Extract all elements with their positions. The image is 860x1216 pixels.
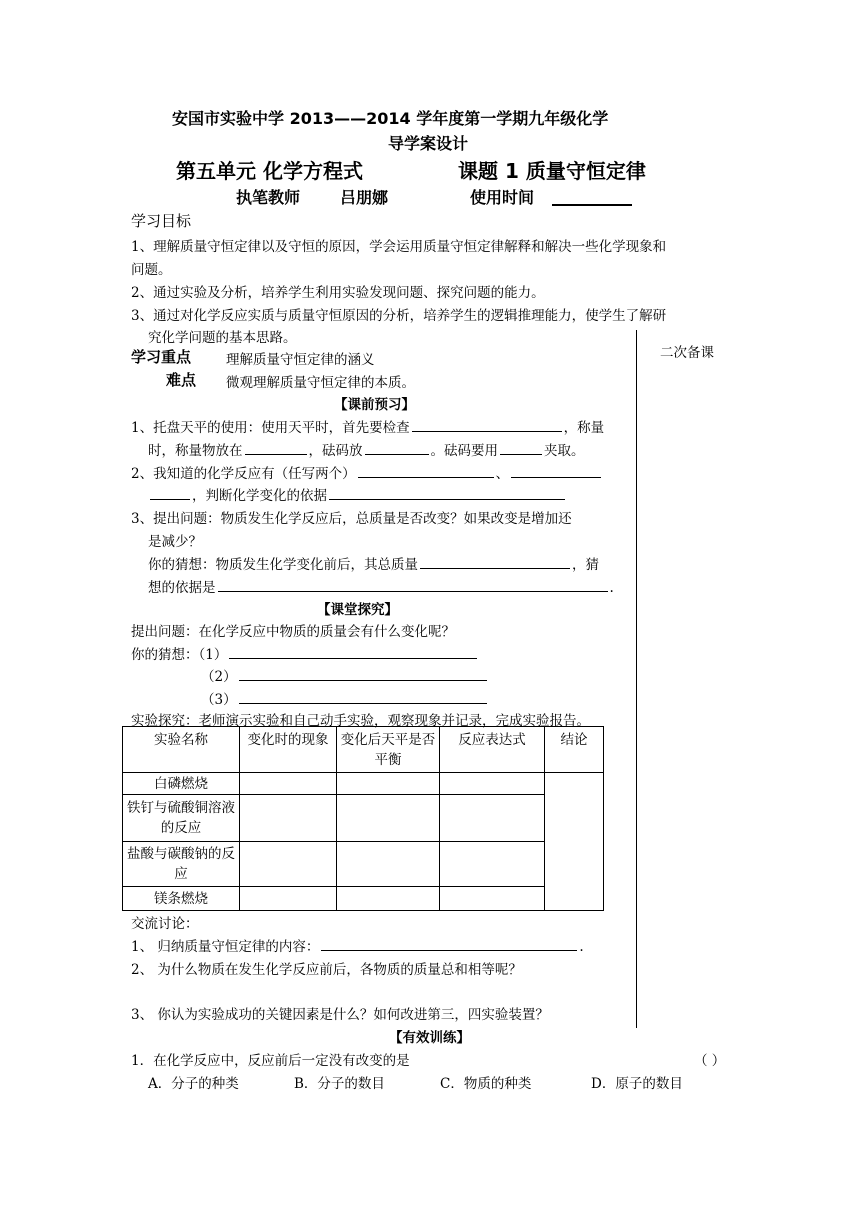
table-row [123,842,604,887]
cell-blank[interactable] [440,842,545,887]
option-d[interactable]: D．原子的数目 [591,1076,683,1092]
teacher-label: 执笔教师 [236,188,301,207]
cell-blank[interactable] [240,795,337,842]
balance-check-blank[interactable] [412,417,562,432]
discussion-1: 1、 归纳质量守恒定律的内容： [131,939,320,955]
criteria-blank[interactable] [329,485,565,500]
preview-q1-c: 时，称量物放在 [148,443,243,459]
cell-blank[interactable] [440,795,545,842]
col-balance: 变化后天平是否平衡 [337,727,440,773]
cell-blank[interactable] [240,842,337,887]
row-white-phosphorus: 白磷燃烧 [123,773,240,795]
preview-q2-c: ，判断化学变化的依据 [192,488,327,504]
key-point-label: 学习重点 [131,348,192,366]
cell-blank[interactable] [440,773,545,795]
cell-blank[interactable] [337,842,440,887]
side-note: 二次备课 [660,345,714,361]
discussion-1-end: . [579,939,584,955]
topic-title: 课题 1 质量守恒定律 [458,159,646,183]
explore-heading: 【课堂探究】 [317,602,398,618]
cell-blank[interactable] [337,887,440,911]
objective-3b: 究化学问题的基本思路。 [148,330,297,346]
preview-q1-a: 1、托盘天平的使用：使用天平时，首先要检查 [131,420,410,436]
time-label: 使用时间 [470,188,535,207]
preview-q3-d: ，猜 [572,557,599,573]
preview-q1-e: 。砝码要用 [430,443,498,459]
reaction1-blank[interactable] [358,463,494,478]
basis-blank[interactable] [218,577,608,592]
preview-q2-a: 2、我知道的化学反应有（任写两个） [131,466,356,482]
guess-3-label: （3） [201,692,237,708]
cell-blank[interactable] [440,887,545,911]
preview-q1-f: 夹取。 [544,443,585,459]
mass-guess-blank[interactable] [420,554,570,569]
time-blank[interactable] [552,190,632,206]
explore-question: 提出问题：在化学反应中物质的质量会有什么变化呢？ [131,624,455,640]
table-row [123,795,604,842]
guess-1-blank[interactable] [229,644,477,659]
doc-title-line1: 安国市实验中学 2013——2014 学年度第一学期九年级化学 [172,109,609,128]
col-experiment-name: 实验名称 [123,727,240,773]
cell-blank[interactable] [240,887,337,911]
preview-q3-f: . [609,580,614,596]
col-conclusion: 结论 [545,727,604,773]
tweezers-blank[interactable] [500,440,542,455]
margin-divider [636,330,637,1028]
preview-q3-e: 想的依据是 [148,580,216,596]
option-c[interactable]: C．物质的种类 [440,1076,532,1092]
unit-title: 第五单元 化学方程式 [176,159,363,183]
training-q1: 1．在化学反应中，反应前后一定没有改变的是 [131,1053,410,1069]
discussion-heading: 交流讨论： [131,916,199,932]
reaction2-blank[interactable] [511,463,601,478]
option-b[interactable]: B．分子的数目 [294,1076,385,1092]
guess-1-label: （1） [198,647,228,663]
table-row [123,773,604,795]
table-header-row [123,727,604,773]
table-row [123,887,604,911]
row-magnesium: 镁条燃烧 [123,887,240,911]
cell-blank[interactable] [337,773,440,795]
preview-q1-b: ，称量 [563,420,605,436]
col-expression: 反应表达式 [440,727,545,773]
preview-q1-d: ，砝码放 [308,443,363,459]
weight-pan-blank[interactable] [365,440,429,455]
option-a[interactable]: A．分子的种类 [148,1076,239,1092]
objective-2: 2、通过实验及分析，培养学生利用实验发现问题、探究问题的能力。 [131,285,545,301]
experiment-instruction: 实验探究：老师演示实验和自己动手实验，观察现象并记录，完成实验报告。 [131,713,590,729]
key-point-text: 理解质量守恒定律的涵义 [226,352,375,368]
objective-1a: 1、理解质量守恒定律以及守恒的原因，学会运用质量守恒定律解释和解决一些化学现象和 [131,239,667,255]
teacher-name: 吕朋娜 [340,188,389,207]
preview-q3-c: 你的猜想：物质发生化学变化前后，其总质量 [148,557,418,573]
guess-2-blank[interactable] [239,666,487,681]
row-hcl-sodium-carbonate: 盐酸与碳酸钠的反应 [123,842,240,887]
preview-q2-b: 、 [495,466,510,482]
conclusion-cell[interactable] [545,773,604,911]
objective-3a: 3、通过对化学反应实质与质量守恒原因的分析，培养学生的逻辑推理能力，使学生了解研 [131,308,667,324]
experiment-table [122,726,604,911]
difficulty-text: 微观理解质量守恒定律的本质。 [226,375,415,391]
preview-heading: 【课前预习】 [334,397,415,413]
object-pan-blank[interactable] [245,440,307,455]
difficulty-label: 难点 [166,371,197,389]
law-content-blank[interactable] [321,936,577,951]
guess-3-blank[interactable] [239,689,487,704]
discussion-3: 3、 你认为实验成功的关键因素是什么？如何改进第三，四实验装置？ [131,1007,549,1023]
answer-bracket[interactable]: （ ） [694,1053,726,1069]
guess-label: 你的猜想： [131,647,199,663]
preview-q3-b: 是减少？ [148,534,202,550]
discussion-2: 2、 为什么物质在发生化学反应前后，各物质的质量总和相等呢？ [131,962,522,978]
training-heading: 【有效训练】 [389,1030,470,1046]
cell-blank[interactable] [337,795,440,842]
row-iron-copper-sulfate: 铁钉与硫酸铜溶液的反应 [123,795,240,842]
doc-title-line2: 导学案设计 [388,134,469,153]
cell-blank[interactable] [240,773,337,795]
preview-q3-a: 3、提出问题：物质发生化学反应后，总质量是否改变？如果改变是增加还 [131,511,572,527]
reaction2-cont-blank[interactable] [150,485,190,500]
guess-2-label: （2） [201,669,237,685]
objectives-heading: 学习目标 [131,212,192,230]
col-phenomenon: 变化时的现象 [240,727,337,773]
objective-1b: 问题。 [131,262,172,278]
